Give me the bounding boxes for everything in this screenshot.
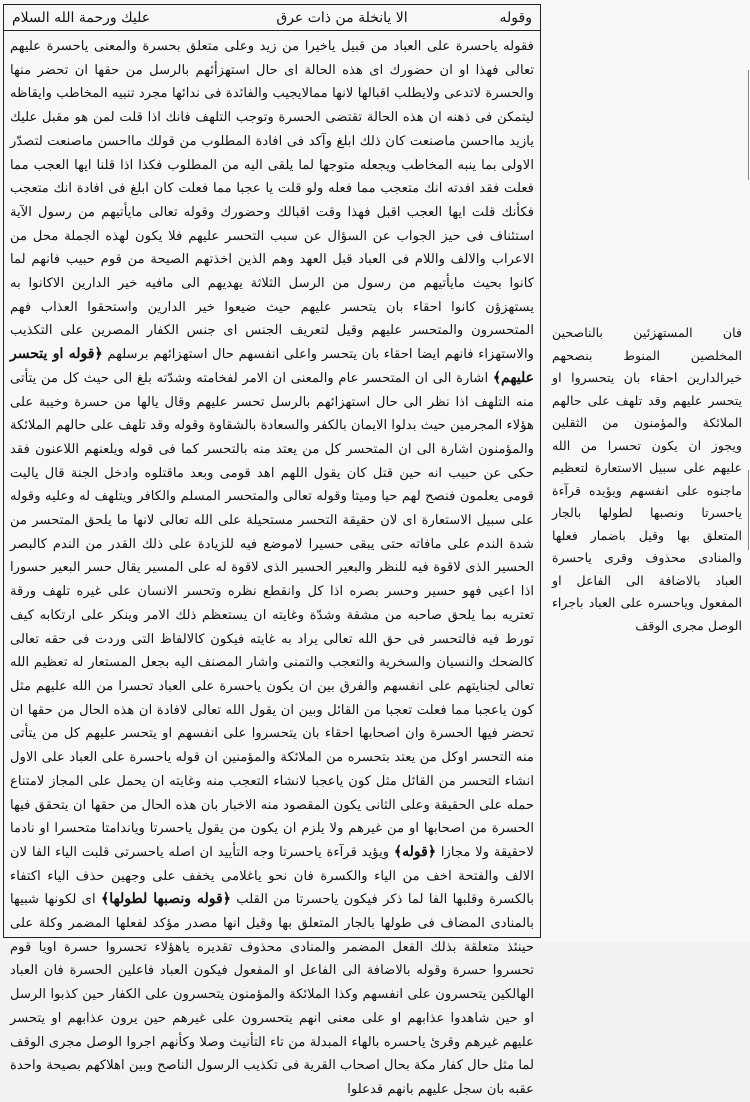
lemma-marker: ﴿قوله ونصبها لطولها﴾: [101, 891, 231, 908]
text-segment: ويؤيد قرآءة ياحسرتا: [274, 844, 390, 860]
text-segment: اشارة الى ان المتحسر عام والمعنى ان الامر لفخامته وشدّته بلغ الى حيث كل من يتأتى منه التلهف اذا نظر الى حال استهزائهم بالرسل تحسر عليهم وقال يالها من حسرة وخيبة على هؤلاء المجرمين حيث بدلوا الايمان بالكفر والسعادة بالشقاوة وقوله وقد تلهف على حالهم الملائكة والمؤمنون اشارة الى ان المتحسر كل من يعتد منه بالتحسر كما فى قوله ويلعنهم اللاعنون فقد حكى عن حبيب انه حين قتل كان يقول اللهم اهد قومى وبعد ماقتلوه وادخل الجنة قال ياليت قومى يعلمون فنصح لهم حيا وميتا وقوله تعالى والمتحسر المسلم والكافر ويتلهف له وعليه وقوله على سبيل الاستعارة اى لان حقيقة التحسر مستحيلة على الله تعالى لانها ما يلحق المتحسر من شدة الندم على مافاته حتى يبقى حسيرا لاموضع فيه للزيادة على ذلك القدر من الندم كالبصر الحسير الذى لاقوة فيه للنظر والبعير الحسير الذى لاقوة له على المسير يقال حسر البعير حسورا اذا اعيى فهو حسير وحسر بصره اذا كل وانقطع نظره وتحسر الانسان على غيره تلهف ورقة تعتريه بما يلحق صاحبه من مشقة وشدّة وغايته ان يستعظم ذلك الامر وينكر على ارتكابه كيف تورط فيه فالتحسر فى حق الله تعالى يراد به غايته فيكون كالالفاظ التى وردت فى حقه تعالى كالضحك والنسيان والسخرية والتعجب والتمنى واشار المصنف اليه بجعل المستعار له تعظيم الله تعالى لجنايتهم على انفسهم والفرق بين ان يكون ياحسرة على العباد تحسرا من الله عليهم مثل كون ياعجبا مما فعلت تعجبا من القائل وبين ان يقول الله تعالى لافادة ان هذه الحال من حقها ان تحضر فيها الحسرة وان اصحابها احقاء بان يتحسروا على انفسهم او يتحسر عليهم كل من يتأتى منه التحسر اوكل من يعتد بتحسره من الملائكة والمؤمنين ان قوله ياحسرة على العباد على الاول انشاء التحسر من القائل مثل كون ياعجبا لانشاء التعجب منه وغايته ان يحمل على المجاز لامتناع حمله على الحقيقة وعلى الثانى يكون المقصود منه الاخبار بان هذه الحال من حقها ان يتحقق فيها الحسرة من اصحابها او من غيرهم ولا يلزم ان يكون من يقول ياحسرتا وياندامتا متحسرا او نادما لاحقيقة ولا مجازا: [10, 370, 534, 860]
header-catchword: وقوله: [499, 9, 532, 26]
commentary-text: [10, 35, 534, 1102]
lemma-marker: ﴿قوله او يتحسر عليهم﴾: [10, 346, 534, 386]
lemma-text: قوله: [402, 843, 428, 860]
text-segment: فقوله ياحسرة على العباد من قبيل ياخيرا من زيد وعلى متعلق بحسرة والمعنى ياحسرة عليهم تعالى فهذا او ان حضورك اى هذه الحالة اى حال استهزأئهم بالرسل من حقها ان تحضر منها والحسرة لاتدعى ولايطلب اقبالها لانها ممالايجيب والفائدة فى ندائها مجرد تنبيه المخاطب وايقاظه ليتمكن فى ذهنه ان هذه الحالة تقتضى الحسرة وتوجب التلهف فانك اذا قلت لمن هو مقبل عليك يازيد مااحسن ماصنعت كان ذلك ابلغ وآكد فى افادة المطلوب من قولك مااحسن ماصنعت لتصدّر الاولى بما ينبه المخاطب ويجعله متوجها لما يلقى اليه من المطلوب فكذا اذا قلنا ايها العجب مما فعلت فقد افدته انك متعجب مما فعله ولو قلت يا عجبا مما فعلت كان ابلغ فى افادة انك متعجب فكأنك قلت ايها العجب اقبل فهذا وقت اقبالك وحضورك وقوله تعالى مايأتيهم من رسول الآية استئناف فى حيز الجواب عن السؤال عن سبب التحسر عليهم فلا يكون لهذه الجملة محل من الاعراب والالف واللام فى العباد قبل العهد وهم الذين اخذتهم الصيحة من قوم حبيب فانهم لما كانوا بحيث مايأتيهم من رسول من الرسل الثلاثة يهديهم الى مافيه خير الدارين الاكانوا به يستهزؤن كانوا احقاء بان يتحسر عليهم حيث ضيعوا خير الدارين واستحقوا العذاب فهم المتحسرون والمتحسر عليهم وقيل لتعريف الجنس اى جنس الكفار المصرين على التكذيب والاستهزاء فانهم ايضا احقاء بان يتحسر واعلى انفسهم حال استهزائهم برسلهم: [10, 39, 534, 363]
main-text-frame: [3, 4, 541, 1097]
header-verse-fragment-2: عليك ورحمة الله السلام: [12, 9, 151, 26]
commentary-body: [10, 35, 535, 1097]
running-header: [4, 5, 540, 31]
margin-note: فان المستهزئين بالناصحين المخلصين المنوط بنصحهم خيرالدارين احقاء بان يتحسروا او يتحسر عليهم وقد تلهف على حالهم الملائكة والمؤمنون من الثقلين ويجوز ان يكون تحسرا من الله عليهم على سبيل الاستعارة لتعظيم ماجنوه على انفسهم ويؤيده قرآءة ياحسرتا ونصبها لطولها بالجار المتعلق بها وقيل باضمار فعلها والمنادى محذوف وقرى ياحسرة العباد بالاضافة الى الفاعل او المفعول وياحسره على العباد باجراء الوصل مجرى الوقف: [552, 325, 742, 633]
text-segment: اى لكونها شبيها بالمنادى المضاف فى طولها بالجار المتعلق بها وقيل انها مصدر مؤكد لفعلها المضمر وكلة على حينئذ متعلقة بذلك الفعل المضمر والمنادى محذوف تقديره ياهؤلاء تحسروا حسرة اويا قوم تحسروا حسرة وقوله بالاضافة الى الفاعل او المفعول فيكون العباد فاعلين الحسرة فان العباد الهالكين يتحسرون على انفسهم وكذا الملائكة والمؤمنون يتحسرون على الكفار حين كذبوا الرسل او حين شاهدوا عذابهم او على معنى انهم يتحسرون على غيرهم حين يرون عذابهم او يتحسر عليهم غيرهم وقرئ ياحسره بالهاء المبدلة من تاء التأنيث وصلا وكأنهم اجروا الوصل مجرى الوقف لما مثل حال كفار مكة بحال اصحاب القرية فى تكذيب الرسول الناصح وبين اهلاكهم بصيحة واحدة عقبه بان سجل عليهم بانهم قدعلوا: [10, 892, 534, 1097]
page-edge-mark: [748, 470, 749, 550]
page-edge-mark: [748, 70, 749, 180]
lemma-text: قوله ونصبها لطولها: [109, 891, 223, 908]
header-verse-fragment: الا يانخلة من ذات عرق: [276, 9, 408, 26]
lemma-text: قوله او يتحسر عليهم: [10, 346, 534, 386]
text-segment: وجه التأييد ان اصله ياحسرتى قلبت الياء الفا لان الالف والفتحة اخف من الياء والكسرة فان نحو ياغلامى يخفف على وجهين حذف الياء اكتفاء بالكسرة وقلبها الفا لما ذكر فيكون ياحسرتا من القلب: [10, 844, 535, 908]
lemma-marker: ﴿قوله﴾: [393, 843, 437, 860]
